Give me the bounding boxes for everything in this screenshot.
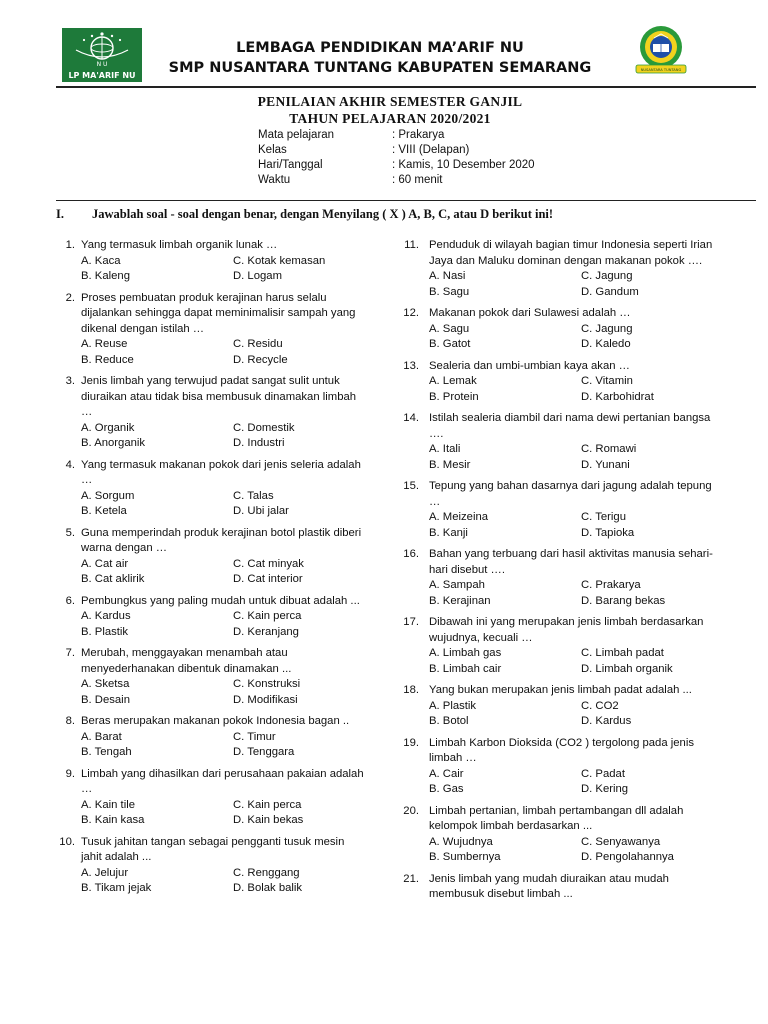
answer-option[interactable]: B. Tikam jejak xyxy=(81,882,152,894)
meta-value: : Kamis, 10 Desember 2020 xyxy=(392,159,535,171)
logo-left-letters: N U xyxy=(96,61,108,68)
answer-option[interactable]: B. Gatot xyxy=(429,338,471,350)
meta-value: : Prakarya xyxy=(392,129,445,141)
question-text: Dibawah ini yang merupakan jenis limbah berdasarkan xyxy=(429,616,704,628)
question-text: Limbah pertanian, limbah pertambangan dll adalah xyxy=(429,804,684,817)
question-item xyxy=(403,411,733,473)
question-number: 21. xyxy=(403,872,419,885)
answer-option[interactable]: B. Ketela xyxy=(81,505,127,517)
answer-option[interactable]: B. Botol xyxy=(429,715,469,727)
question-text: jahit adalah ... xyxy=(81,851,152,863)
answer-option[interactable]: C. Kain perca xyxy=(233,610,302,622)
logo-right-caption: NUSANTARA TUNTANG xyxy=(640,68,682,72)
answer-option[interactable]: D. Tapioka xyxy=(581,526,635,539)
answer-option[interactable]: A. Jelujur xyxy=(81,866,129,879)
question-item xyxy=(65,291,385,369)
answer-option[interactable]: D. Kering xyxy=(581,783,629,795)
question-column-right xyxy=(403,238,733,909)
answer-option[interactable]: D. Ubi jalar xyxy=(233,505,289,517)
answer-option[interactable]: A. Reuse xyxy=(81,338,128,350)
section-instruction: Jawablah soal - soal dengan benar, dengan Menyilang ( X ) A, B, C, atau D berikut ini! xyxy=(92,207,554,221)
answer-option[interactable]: B. Sumbernya xyxy=(429,851,501,863)
answer-options xyxy=(429,322,733,353)
answer-option[interactable]: A. Kaca xyxy=(81,254,121,267)
answer-options xyxy=(429,578,733,609)
question-number: 17. xyxy=(403,616,419,628)
answer-option[interactable]: B. Reduce xyxy=(81,353,134,366)
answer-option[interactable]: D. Cat interior xyxy=(233,573,303,585)
answer-option[interactable]: C. Domestik xyxy=(233,421,295,434)
answer-option[interactable]: D. Kaledo xyxy=(581,338,631,350)
question-text: Makanan pokok dari Sulawesi adalah … xyxy=(429,307,631,319)
question-number: 6. xyxy=(65,594,75,607)
question-item xyxy=(65,526,385,588)
answer-option[interactable]: A. Meizeina xyxy=(429,511,489,523)
question-number: 8. xyxy=(65,715,75,727)
answer-option[interactable]: C. Jagung xyxy=(581,270,633,282)
question-text: Jenis limbah yang terwujud padat sangat sulit untuk xyxy=(81,375,340,387)
question-item xyxy=(403,359,733,406)
question-text: warna dengan … xyxy=(81,542,168,554)
question-number: 3. xyxy=(65,375,75,387)
question-item xyxy=(403,306,733,353)
answer-option[interactable]: B. Gas xyxy=(429,783,464,795)
meta-value: : VIII (Delapan) xyxy=(392,144,470,156)
institution-line-1: LEMBAGA PENDIDIKAN MA’ARIF NU xyxy=(236,40,524,56)
answer-option[interactable]: D. Tenggara xyxy=(233,746,295,758)
answer-options xyxy=(429,767,733,798)
question-text: kelompok limbah berdasarkan ... xyxy=(429,820,593,832)
question-number: 5. xyxy=(65,526,75,539)
question-item xyxy=(403,615,733,677)
answer-option[interactable]: D. Limbah organik xyxy=(581,662,673,675)
answer-option[interactable]: D. Kain bekas xyxy=(233,814,304,826)
answer-option[interactable]: D. Logam xyxy=(233,270,282,282)
question-number: 7. xyxy=(65,647,75,659)
question-text: Beras merupakan makanan pokok Indonesia bagan .. xyxy=(81,715,350,727)
answer-option[interactable]: A. Sagu xyxy=(429,322,470,335)
question-item xyxy=(65,767,385,829)
answer-option[interactable]: C. Terigu xyxy=(581,511,626,523)
meta-row xyxy=(258,158,535,173)
section-number: I. xyxy=(56,207,64,221)
question-text: … xyxy=(429,495,441,508)
question-item xyxy=(403,479,733,541)
question-item xyxy=(403,872,733,903)
meta-label: Waktu xyxy=(258,174,291,186)
question-number: 13. xyxy=(403,359,419,372)
answer-option[interactable]: B. Desain xyxy=(81,693,130,706)
answer-options xyxy=(429,442,733,473)
question-column-left xyxy=(59,238,385,903)
question-text: Istilah sealeria diambil dari nama dewi pertanian bangsa xyxy=(429,412,711,424)
answer-options xyxy=(81,730,385,761)
answer-option[interactable]: A. Plastik xyxy=(429,699,477,712)
question-text: Limbah yang dihasilkan dari perusahaan pakaian adalah xyxy=(81,767,364,780)
answer-option[interactable]: A. Kardus xyxy=(81,610,131,622)
answer-option[interactable]: B. Sagu xyxy=(429,285,470,298)
answer-option[interactable]: B. Plastik xyxy=(81,625,129,638)
answer-option[interactable]: D. Karbohidrat xyxy=(581,390,654,403)
answer-options xyxy=(429,835,733,866)
answer-options xyxy=(81,337,385,368)
answer-option[interactable]: D. Barang bekas xyxy=(581,594,666,607)
question-text: … xyxy=(81,474,93,486)
question-text: Pembungkus yang paling mudah untuk dibuat adalah ... xyxy=(81,594,360,607)
answer-options xyxy=(429,269,733,300)
question-item xyxy=(59,835,385,897)
answer-option[interactable]: B. Tengah xyxy=(81,746,132,758)
answer-options xyxy=(81,254,385,285)
exam-metadata xyxy=(258,128,535,188)
answer-options xyxy=(81,677,385,708)
section-divider xyxy=(56,200,756,201)
question-text: Guna memperindah produk kerajinan botol plastik diberi xyxy=(81,526,362,539)
question-text: dijalankan sehingga dapat meminimalisir sampah yang xyxy=(81,307,356,319)
question-text: membusuk disebut limbah ... xyxy=(429,888,573,900)
answer-option[interactable]: C. Limbah padat xyxy=(581,647,664,659)
answer-option[interactable]: C. Prakarya xyxy=(581,579,641,591)
question-number: 12. xyxy=(403,307,419,319)
answer-options xyxy=(81,489,385,520)
question-item xyxy=(403,547,733,609)
answer-option[interactable]: C. Padat xyxy=(581,767,625,780)
question-item xyxy=(403,804,733,866)
answer-option[interactable]: D. Pengolahannya xyxy=(581,851,674,863)
question-number: 11. xyxy=(404,239,419,251)
question-number: 14. xyxy=(403,412,419,424)
answer-option[interactable]: C. Renggang xyxy=(233,866,300,879)
answer-option[interactable]: C. Senyawanya xyxy=(581,835,661,848)
question-item xyxy=(65,238,385,285)
meta-row xyxy=(258,143,535,158)
question-item xyxy=(403,736,733,798)
answer-option[interactable]: A. Kain tile xyxy=(81,798,136,811)
question-text: Tusuk jahitan tangan sebagai pengganti tusuk mesin xyxy=(81,835,345,848)
answer-option[interactable]: A. Wujudnya xyxy=(429,835,493,848)
question-number: 15. xyxy=(403,480,419,492)
answer-options xyxy=(429,374,733,405)
meta-value: : 60 menit xyxy=(392,174,443,186)
answer-option[interactable]: A. Nasi xyxy=(429,270,466,282)
question-text: Bahan yang terbuang dari hasil aktivitas manusia sehari- xyxy=(429,548,713,560)
answer-option[interactable]: B. Protein xyxy=(429,390,479,403)
answer-option[interactable]: A. Sketsa xyxy=(81,678,130,690)
answer-option[interactable]: A. Limbah gas xyxy=(429,647,502,659)
question-number: 19. xyxy=(403,736,419,749)
answer-options xyxy=(81,609,385,640)
question-text: hari disebut …. xyxy=(429,563,505,576)
question-item xyxy=(65,714,385,761)
institution-header xyxy=(160,38,600,78)
logo-left-caption: LP MA'ARIF NU xyxy=(68,71,136,80)
question-item xyxy=(403,683,733,730)
question-text: … xyxy=(81,406,93,418)
question-item xyxy=(65,594,385,641)
question-text: … xyxy=(81,783,93,795)
question-text: diuraikan atau tidak bisa membusuk dinamakan limbah xyxy=(81,390,357,403)
answer-option[interactable]: C. Timur xyxy=(233,730,276,743)
question-text: wujudnya, kecuali … xyxy=(429,631,533,644)
answer-option[interactable]: B. Kain kasa xyxy=(81,814,145,826)
answer-option[interactable]: D. Yunani xyxy=(581,458,630,471)
institution-line-2: SMP NUSANTARA TUNTANG KABUPATEN SEMARANG xyxy=(168,60,592,76)
header-divider xyxy=(56,86,756,88)
question-item xyxy=(65,458,385,520)
answer-option[interactable]: B. Kerajinan xyxy=(429,594,491,607)
answer-option[interactable]: C. CO2 xyxy=(581,699,619,712)
question-text: Yang termasuk makanan pokok dari jenis seleria adalah xyxy=(81,458,361,471)
question-text: Penduduk di wilayah bagian timur Indonesia seperti Irian xyxy=(429,239,713,251)
answer-option[interactable]: C. Romawi xyxy=(581,443,637,455)
answer-option[interactable]: B. Anorganik xyxy=(81,437,146,449)
question-text: Yang termasuk limbah organik lunak … xyxy=(81,239,278,251)
question-text: Jenis limbah yang mudah diuraikan atau mudah xyxy=(429,872,669,885)
meta-row xyxy=(258,173,535,188)
answer-option[interactable]: A. Itali xyxy=(429,443,461,455)
answer-option[interactable]: C. Kotak kemasan xyxy=(233,254,326,267)
answer-option[interactable]: A. Cat air xyxy=(81,557,129,570)
answer-option[interactable]: C. Cat minyak xyxy=(233,557,304,570)
answer-options xyxy=(81,421,385,452)
answer-option[interactable]: C. Konstruksi xyxy=(233,678,301,690)
question-number: 2. xyxy=(65,291,75,304)
question-number: 20. xyxy=(403,804,419,817)
question-item xyxy=(404,238,733,300)
answer-option[interactable]: A. Organik xyxy=(81,421,135,434)
meta-row xyxy=(258,128,535,143)
answer-option[interactable]: A. Sampah xyxy=(429,579,485,591)
nu-globe-logo xyxy=(62,28,142,82)
answer-option[interactable]: B. Limbah cair xyxy=(429,662,502,675)
exam-title-line-2: TAHUN PELAJARAN 2020/2021 xyxy=(289,111,491,126)
answer-option[interactable]: B. Kaleng xyxy=(81,270,130,282)
question-number: 9. xyxy=(65,767,75,780)
question-item xyxy=(65,374,385,452)
question-text: Sealeria dan umbi-umbian kaya akan … xyxy=(429,359,630,372)
answer-option[interactable]: A. Cair xyxy=(429,767,464,780)
exam-title-line-1: PENILAIAN AKHIR SEMESTER GANJIL xyxy=(257,94,523,109)
question-number: 1. xyxy=(65,239,75,251)
answer-options xyxy=(81,866,385,897)
question-number: 10. xyxy=(59,835,75,848)
answer-option[interactable]: D. Modifikasi xyxy=(233,693,298,706)
answer-option[interactable]: B. Mesir xyxy=(429,458,471,471)
answer-options xyxy=(429,699,733,730)
meta-label: Hari/Tanggal xyxy=(258,159,323,171)
answer-option[interactable]: B. Kanji xyxy=(429,526,468,539)
question-text: menyederhanakan dibentuk dinamakan ... xyxy=(81,662,292,675)
answer-options xyxy=(429,646,733,677)
question-text: Jaya dan Maluku dominan dengan makanan pokok …. xyxy=(429,254,703,267)
school-crest-logo xyxy=(628,24,694,76)
answer-option[interactable]: A. Sorgum xyxy=(81,489,135,502)
answer-options xyxy=(81,798,385,829)
question-number: 4. xyxy=(65,458,75,471)
question-text: dikenal dengan istilah … xyxy=(81,322,205,335)
question-text: Merubah, menggayakan menambah atau xyxy=(81,647,288,659)
answer-option[interactable]: D. Bolak balik xyxy=(233,882,303,894)
answer-option[interactable]: A. Barat xyxy=(81,730,122,743)
question-text: Yang bukan merupakan jenis limbah padat adalah ... xyxy=(429,684,692,696)
answer-options xyxy=(81,557,385,588)
question-number: 16. xyxy=(403,548,419,560)
answer-option[interactable]: D. Kardus xyxy=(581,715,632,727)
answer-option[interactable]: C. Jagung xyxy=(581,322,633,335)
answer-option[interactable]: D. Recycle xyxy=(233,353,288,366)
answer-option[interactable]: D. Gandum xyxy=(581,285,639,298)
question-text: limbah … xyxy=(429,752,477,764)
answer-option[interactable]: C. Kain perca xyxy=(233,798,302,811)
question-item xyxy=(65,646,385,708)
question-text: …. xyxy=(429,427,444,440)
answer-options xyxy=(429,510,733,541)
answer-option[interactable]: D. Industri xyxy=(233,437,285,449)
question-text: Proses pembuatan produk kerajinan harus selalu xyxy=(81,291,327,304)
answer-option[interactable]: B. Cat aklirik xyxy=(81,573,145,585)
question-text: Tepung yang bahan dasarnya dari jagung adalah tepung xyxy=(429,480,712,492)
exam-title xyxy=(160,93,620,127)
answer-option[interactable]: C. Vitamin xyxy=(581,375,633,387)
answer-option[interactable]: C. Residu xyxy=(233,338,283,350)
meta-label: Mata pelajaran xyxy=(258,129,335,141)
answer-option[interactable]: D. Keranjang xyxy=(233,625,299,638)
meta-label: Kelas xyxy=(258,144,287,156)
question-number: 18. xyxy=(403,684,419,696)
answer-option[interactable]: A. Lemak xyxy=(429,375,477,387)
question-text: Limbah Karbon Dioksida (CO2 ) tergolong pada jenis xyxy=(429,736,694,749)
answer-option[interactable]: C. Talas xyxy=(233,489,274,502)
